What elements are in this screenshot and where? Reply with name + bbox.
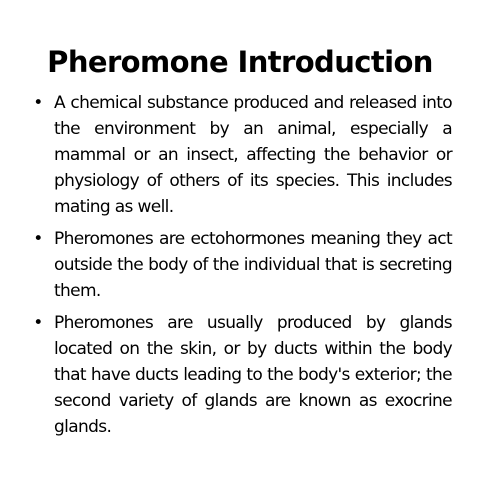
bullet-point-icon: • bbox=[33, 229, 43, 249]
bullet-point-icon: • bbox=[33, 313, 43, 333]
bullet-point-icon: • bbox=[33, 93, 43, 113]
bullet-text: Pheromones are usually produced by glands located on the skin, or by ducts within the body that have ducts leading to the body's exterior; the second variety of glands are known as exocrine glands. bbox=[54, 313, 452, 437]
bullet-item bbox=[28, 310, 452, 440]
bullet-text: A chemical substance produced and released into the environment by an animal, especially a mammal or an insect, affecting the behavior or physiology of others of its species. This includes mating as well. bbox=[54, 93, 452, 217]
slide-title: Pheromone Introduction bbox=[47, 45, 433, 79]
bullet-item bbox=[28, 90, 452, 220]
bullet-list bbox=[28, 90, 452, 446]
bullet-text: Pheromones are ectohormones meaning they act outside the body of the individual that is secreting them. bbox=[54, 229, 452, 301]
bullet-item bbox=[28, 226, 452, 304]
